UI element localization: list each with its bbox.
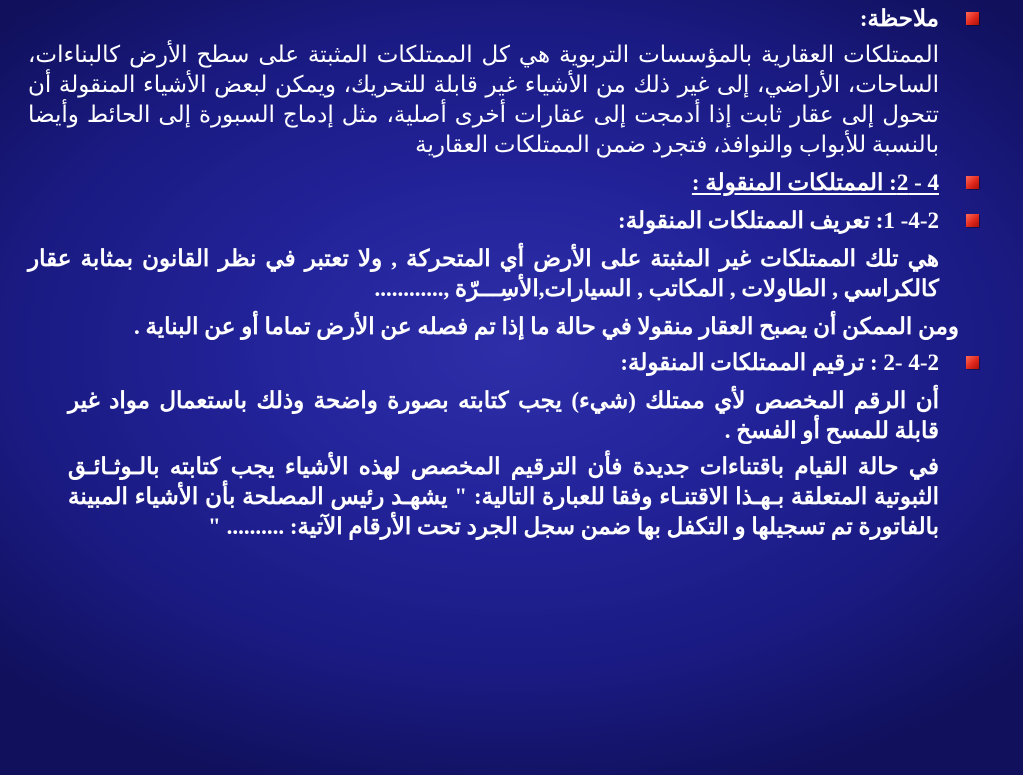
section-4-2-1-heading: 4-2- 1: تعريف الممتلكات المنقولة: <box>618 208 939 233</box>
section-4-2-number: 4 - 2 <box>896 170 939 195</box>
section-4-2-1-text2: ومن الممكن أن يصبح العقار منقولا في حالة ما إذا تم فصله عن الأرض تماما أو عن البناية . <box>133 314 959 339</box>
bullet-icon <box>966 12 979 25</box>
section-4-2-2-item <box>28 348 979 378</box>
section-4-2-item <box>28 168 979 198</box>
section-4-2-title: : الممتلكات المنقولة : <box>691 170 897 195</box>
section-4-2-2-text2: في حالة القيام باقتناءات جديدة فأن الترقيم المخصص لهذه الأشياء يجب كتابته بالـوثـائـق الثبوتية المتعلقة بـهـذا الاقتنـاء وفقا للعبارة التالية: " يشهـد رئيس المصلحة بأن الأشياء المبينة بالفاتورة تم تسجيلها و التكفل بها ضمن سجل الجرد تحت الأرقام الآتية: .......... " <box>68 454 939 539</box>
slide-content <box>28 4 979 775</box>
bullet-icon <box>966 214 979 227</box>
section-4-2-1-text1: هي تلك الممتلكات غير المثبتة على الأرض أي المتحركة , ولا تعتبر في نظر القانون بمثابة عقار كالكراسي , الطاولات , المكاتب , السيارات,الأسِـــرّة ,............ <box>28 246 939 301</box>
bullet-icon <box>966 176 979 189</box>
note-heading: ملاحظة: <box>859 6 939 31</box>
bullet-icon <box>966 356 979 369</box>
section-4-2-heading <box>28 168 939 198</box>
section-4-2-1-item <box>28 206 979 236</box>
note-item <box>28 4 979 34</box>
section-4-2-2-text1: أن الرقم المخصص لأي ممتلك (شيء) يجب كتابته بصورة واضحة وذلك باستعمال مواد غير قابلة للمسح أو الفسخ . <box>68 388 939 443</box>
note-text: الممتلكات العقارية بالمؤسسات التربوية هي كل الممتلكات المثبتة على سطح الأرض كالبناءات، الساحات، الأراضي، إلى غير ذلك من الأشياء غير قابلة للتحريك، ويمكن لبعض الأشياء المنقولة أن تتحول إلى عقار ثابت إذا أدمجت إلى عقارات أخرى أصلية، مثل إدماج السبورة إلى الحائط وأيضا بالنسبة للأبواب والنوافذ، فتجرد ضمن الممتلكات العقارية <box>28 42 939 157</box>
section-4-2-2-heading: 4-2 -2 : ترقيم الممتلكات المنقولة: <box>620 350 939 375</box>
